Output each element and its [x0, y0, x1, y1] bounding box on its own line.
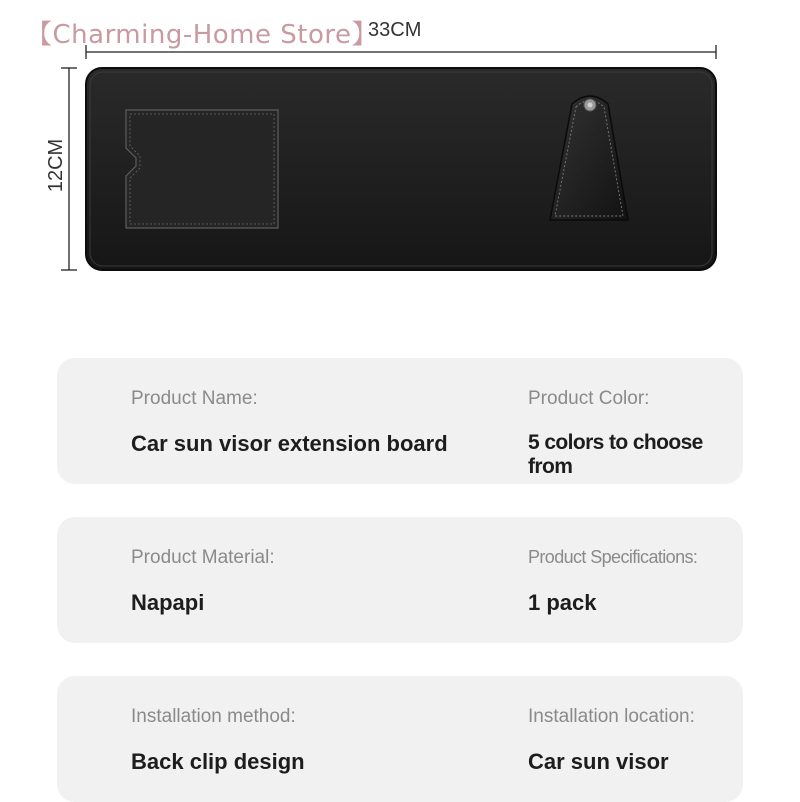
width-dimension-label: 33CM	[368, 19, 422, 41]
spec-value-product-specifications: 1 pack	[528, 590, 597, 615]
spec-label-product-material: Product Material:	[131, 547, 275, 568]
spec-label-product-specifications: Product Specifications:	[528, 547, 698, 567]
spec-card-installation	[57, 676, 743, 802]
spec-label-installation-method: Installation method:	[131, 706, 296, 727]
spec-card-material-specs	[57, 517, 743, 643]
spec-value-product-color: 5 colors to choose from	[528, 431, 703, 478]
spec-value-installation-method: Back clip design	[131, 749, 305, 774]
spec-value-product-name: Car sun visor extension board	[131, 431, 448, 456]
spec-value-product-material: Napapi	[131, 590, 205, 615]
spec-value-installation-location: Car sun visor	[528, 749, 669, 774]
height-dimension-label: 12CM	[45, 138, 68, 193]
spec-label-product-name: Product Name:	[131, 388, 258, 409]
card-slot	[126, 110, 278, 228]
spec-label-installation-location: Installation location:	[528, 706, 695, 727]
spec-card-name-color	[57, 358, 743, 484]
store-watermark: 【Charming-Home Store】	[26, 20, 378, 50]
spec-label-product-color: Product Color:	[528, 388, 650, 409]
